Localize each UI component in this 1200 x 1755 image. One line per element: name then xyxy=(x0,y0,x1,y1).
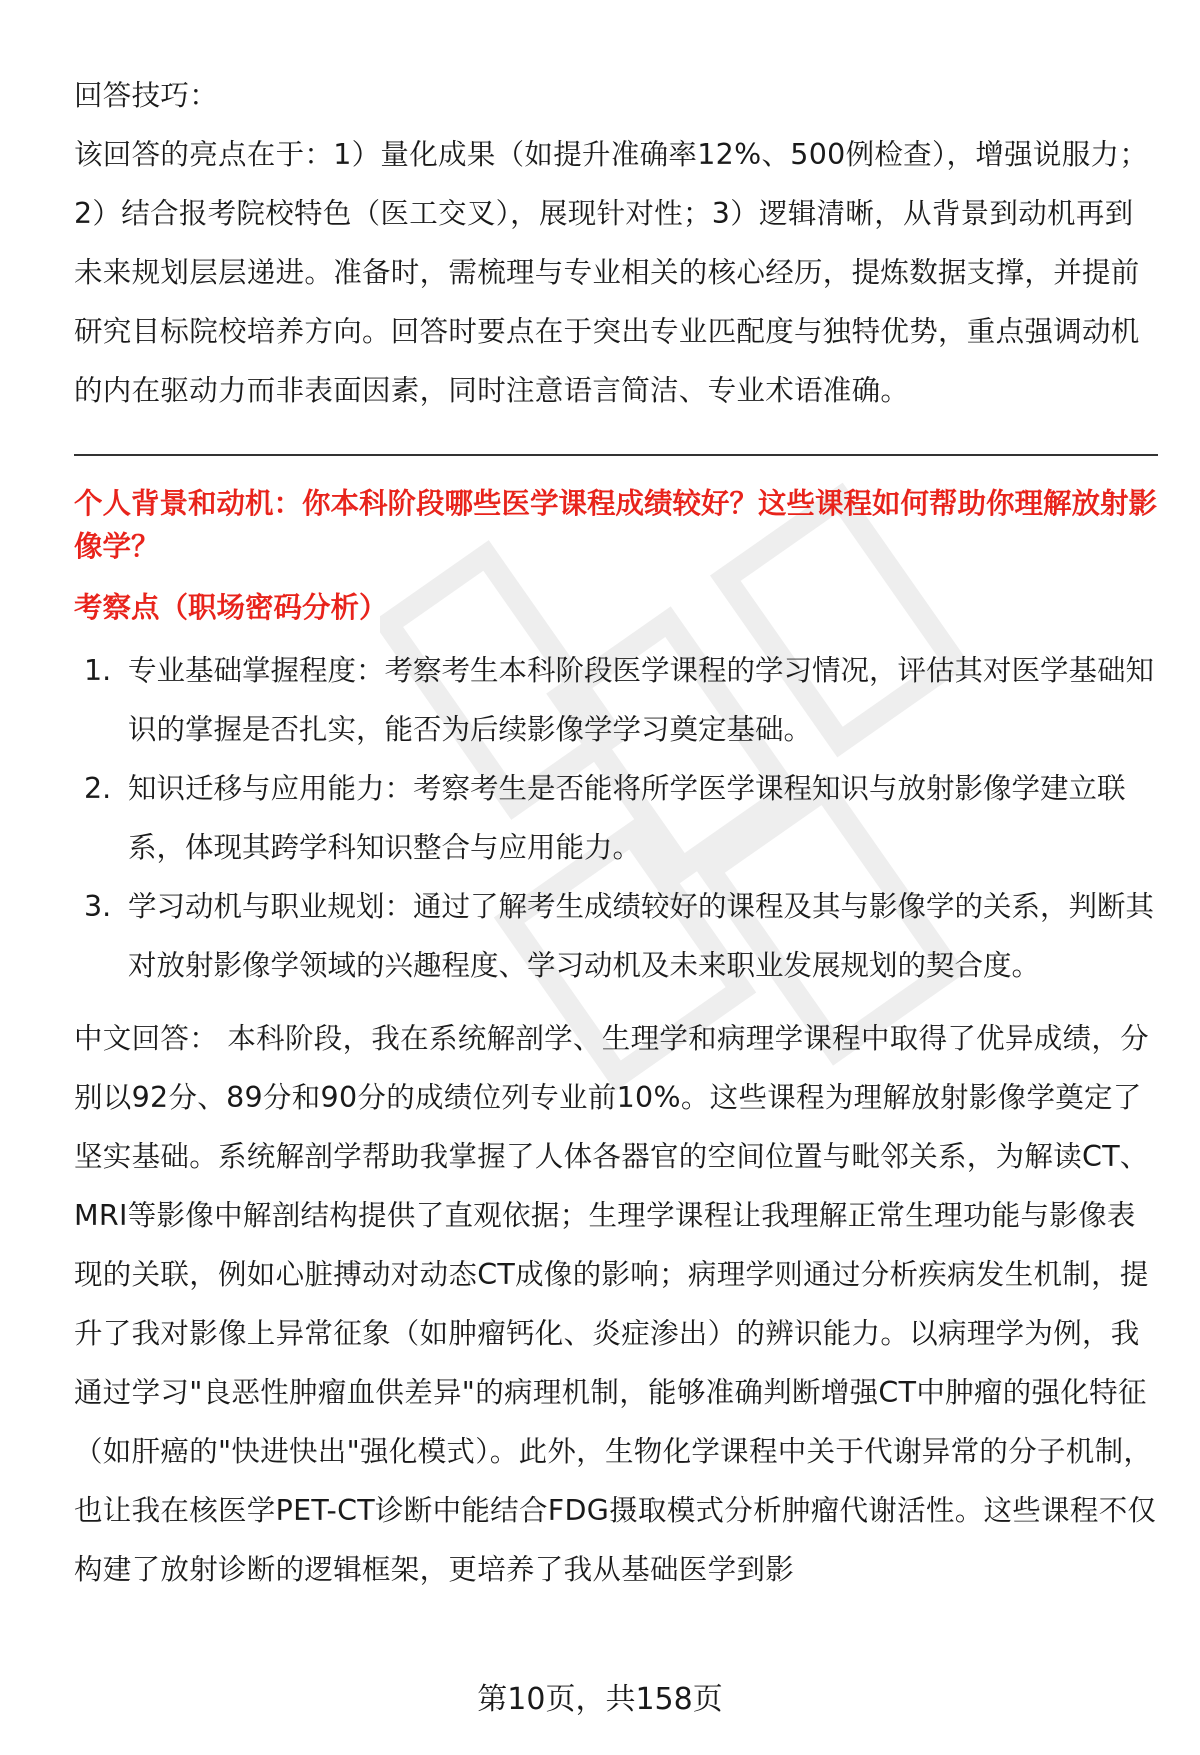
tips-label: 回答技巧： xyxy=(74,79,219,112)
section-title: 考察点（职场密码分析） xyxy=(74,591,388,624)
page-number: 第10页，共158页 xyxy=(477,1682,723,1717)
page-content xyxy=(74,66,1158,1599)
point-item xyxy=(74,641,1158,759)
point-text: 学习动机与职业规划：通过了解考生成绩较好的课程及其与影像学的关系，判断其对放射影像学领域的兴趣程度、学习动机及未来职业发展规划的契合度。 xyxy=(128,890,1155,982)
tips-body: 该回答的亮点在于：1）量化成果（如提升准确率12%、500例检查），增强说服力；2）结合报考院校特色（医工交叉），展现针对性；3）逻辑清晰，从背景到动机再到未来规划层层递进。准备时，需梳理与专业相关的核心经历，提炼数据支撑，并提前研究目标院校培养方向。回答时要点在于突出专业匹配度与独特优势，重点强调动机的内在驱动力而非表面因素，同时注意语言简洁、专业术语准确。 xyxy=(74,138,1149,407)
answer-label: 中文回答： xyxy=(74,1022,219,1055)
point-item xyxy=(74,759,1158,877)
points-list xyxy=(74,641,1158,995)
answer-body: 本科阶段，我在系统解剖学、生理学和病理学课程中取得了优异成绩，分别以92分、89分和90分的成绩位列专业前10%。这些课程为理解放射影像学奠定了坚实基础。系统解剖学帮助我掌握了人体各器官的空间位置与毗邻关系，为解读CT、MRI等影像中解剖结构提供了直观依据；生理学课程让我理解正常生理功能与影像表现的关联，例如心脏搏动对动态CT成像的影响；病理学则通过分析疾病发生机制，提升了我对影像上异常征象（如肿瘤钙化、炎症渗出）的辨识能力。以病理学为例，我通过学习"良恶性肿瘤血供差异"的病理机制，能够准确判断增强CT中肿瘤的强化特征（如肝癌的"快进快出"强化模式）。此外，生物化学课程中关于代谢异常的分子机制，也让我在核医学PET-CT诊断中能结合FDG摄取模式分析肿瘤代谢活性。这些课程不仅构建了放射诊断的逻辑框架，更培养了我从基础医学到影 xyxy=(74,1022,1157,1586)
section-divider xyxy=(74,454,1158,456)
point-text: 专业基础掌握程度：考察考生本科阶段医学课程的学习情况，评估其对医学基础知识的掌握是否扎实，能否为后续影像学学习奠定基础。 xyxy=(128,654,1155,746)
point-number: 2. xyxy=(84,772,112,805)
point-item xyxy=(74,877,1158,995)
point-text: 知识迁移与应用能力：考察考生是否能将所学医学课程知识与放射影像学建立联系，体现其跨学科知识整合与应用能力。 xyxy=(128,772,1126,864)
question-heading: 个人背景和动机：你本科阶段哪些医学课程成绩较好？这些课程如何帮助你理解放射影像学？ xyxy=(74,487,1158,563)
point-number: 3. xyxy=(84,890,112,923)
point-number: 1. xyxy=(84,654,112,687)
answer-paragraph xyxy=(74,1009,1158,1599)
